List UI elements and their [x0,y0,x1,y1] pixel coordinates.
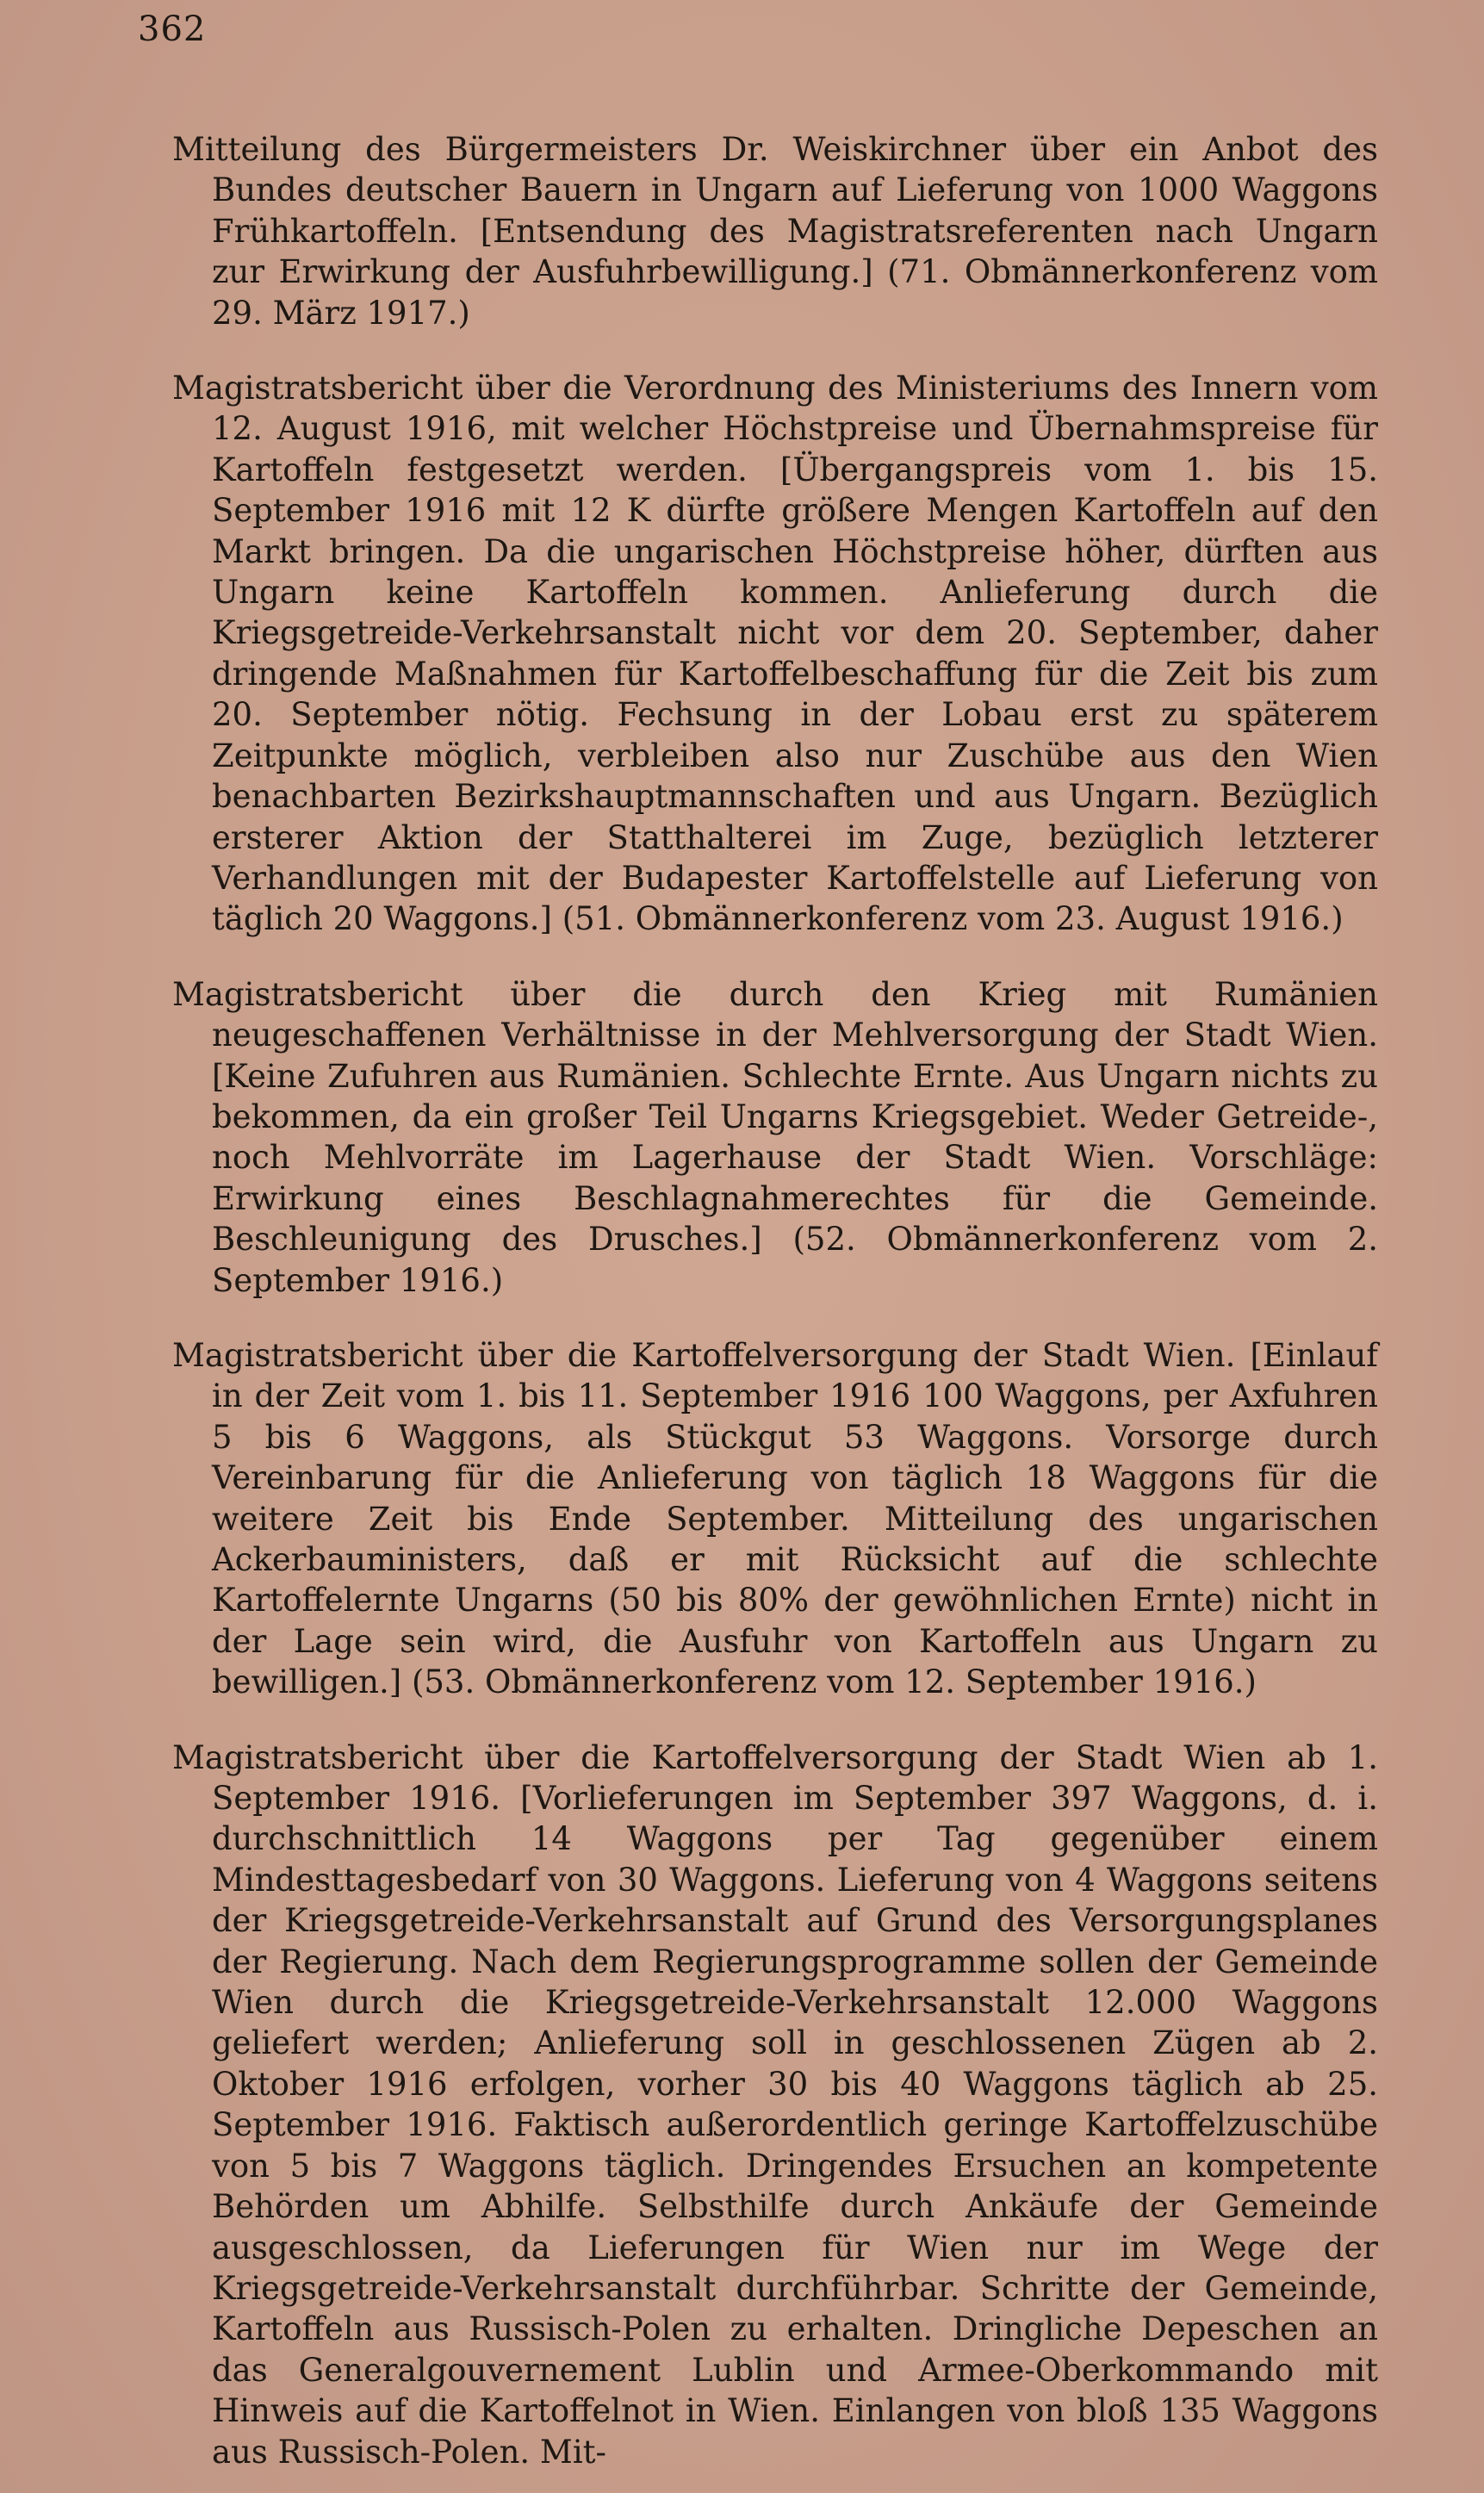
entry-mehlversorgung-rumaenien: Magistratsbericht über die durch den Krieg mit Rumänien neugeschaffenen Verhältnisse in der Mehlversorgung der Stadt Wien. [Keine Zufuhren aus Rumänien. Schlechte Ernte. Aus Ungarn nichts zu bekommen, da ein großer Teil Ungarns Kriegsgebiet. Weder Getreide-, noch Mehlvorräte im Lagerhause der Stadt Wien. Vorschläge: Erwirkung eines Beschlagnahmerechtes für die Gemeinde. Beschleunigung des Drusches.] (52. Obmännerkonferenz vom 2. September 1916.) [172,975,1378,1299]
page-number: 362 [138,9,207,49]
entry-list [172,129,1378,2471]
entry-kartoffelversorgung-ab-september: Magistratsbericht über die Kartoffelversorgung der Stadt Wien ab 1. September 1916. [Vorlieferungen im September 397 Waggons, d. i. durchschnittlich 14 Waggons per Tag gegenüber einem Mindesttagesbedarf von 30 Waggons. Lieferung von 4 Waggons seitens der Kriegsgetreide-Verkehrsanstalt auf Grund des Versorgungsplanes der Regierung. Nach dem Regierungsprogramme sollen der Gemeinde Wien durch die Kriegsgetreide-Verkehrsanstalt 12.000 Waggons geliefert werden; Anlieferung soll in geschlossenen Zügen ab 2. Oktober 1916 erfolgen, vorher 30 bis 40 Waggons täglich ab 25. September 1916. Faktisch außerordentlich geringe Kartoffelzuschübe von 5 bis 7 Waggons täglich. Dringendes Ersuchen an kompetente Behörden um Abhilfe. Selbsthilfe durch Ankäufe der Gemeinde ausgeschlossen, da Lieferungen für Wien nur im Wege der Kriegsgetreide-Verkehrsanstalt durchführbar. Schritte der Gemeinde, Kartoffeln aus Russisch-Polen zu erhalten. Dringliche Depeschen an das Generalgouvernement Lublin und Armee-Oberkommando mit Hinweis auf die Kartoffelnot in Wien. Einlangen von bloß 135 Waggons aus Russisch-Polen. Mit- [172,1738,1378,2471]
entry-weiskirchner-fruehkartoffeln: Mitteilung des Bürgermeisters Dr. Weiskirchner über ein Anbot des Bundes deutscher Bauern in Ungarn auf Lieferung von 1000 Waggons Frühkartoffeln. [Entsendung des Magistratsreferenten nach Ungarn zur Erwirkung der Ausfuhrbewilligung.] (71. Obmännerkonferenz vom 29. März 1917.) [172,131,1378,332]
entry-hoechstpreise-kartoffeln: Magistratsbericht über die Verordnung des Ministeriums des Innern vom 12. August 1916, mit welcher Höchstpreise und Übernahmspreise für Kartoffeln festgesetzt werden. [Übergangspreis vom 1. bis 15. September 1916 mit 12 K dürfte größere Mengen Kartoffeln auf den Markt bringen. Da die ungarischen Höchstpreise höher, dürften aus Ungarn keine Kartoffeln kommen. Anlieferung durch die Kriegsgetreide-Verkehrsanstalt nicht vor dem 20. September, daher dringende Maßnahmen für Kartoffelbeschaffung für die Zeit bis zum 20. September nötig. Fechsung in der Lobau erst zu späterem Zeitpunkte möglich, verbleiben also nur Zuschübe aus den Wien benachbarten Bezirkshauptmannschaften und aus Ungarn. Bezüglich ersterer Aktion der Statthalterei im Zuge, bezüglich letzterer Verhandlungen mit der Budapester Kartoffelstelle auf Lieferung von täglich 20 Waggons.] (51. Obmännerkonferenz vom 23. August 1916.) [172,370,1378,938]
entry-kartoffelversorgung-september: Magistratsbericht über die Kartoffelversorgung der Stadt Wien. [Einlauf in der Zeit vom 1. bis 11. September 1916 100 Waggons, per Axfuhren 5 bis 6 Waggons, als Stückgut 53 Waggons. Vorsorge durch Vereinbarung für die Anlieferung von täglich 18 Waggons für die weitere Zeit bis Ende September. Mitteilung des ungarischen Ackerbauministers, daß er mit Rücksicht auf die schlechte Kartoffelernte Ungarns (50 bis 80% der gewöhnlichen Ernte) nicht in der Lage sein wird, die Ausfuhr von Kartoffeln aus Ungarn zu bewilligen.] (53. Obmännerkonferenz vom 12. September 1916.) [172,1336,1378,1701]
